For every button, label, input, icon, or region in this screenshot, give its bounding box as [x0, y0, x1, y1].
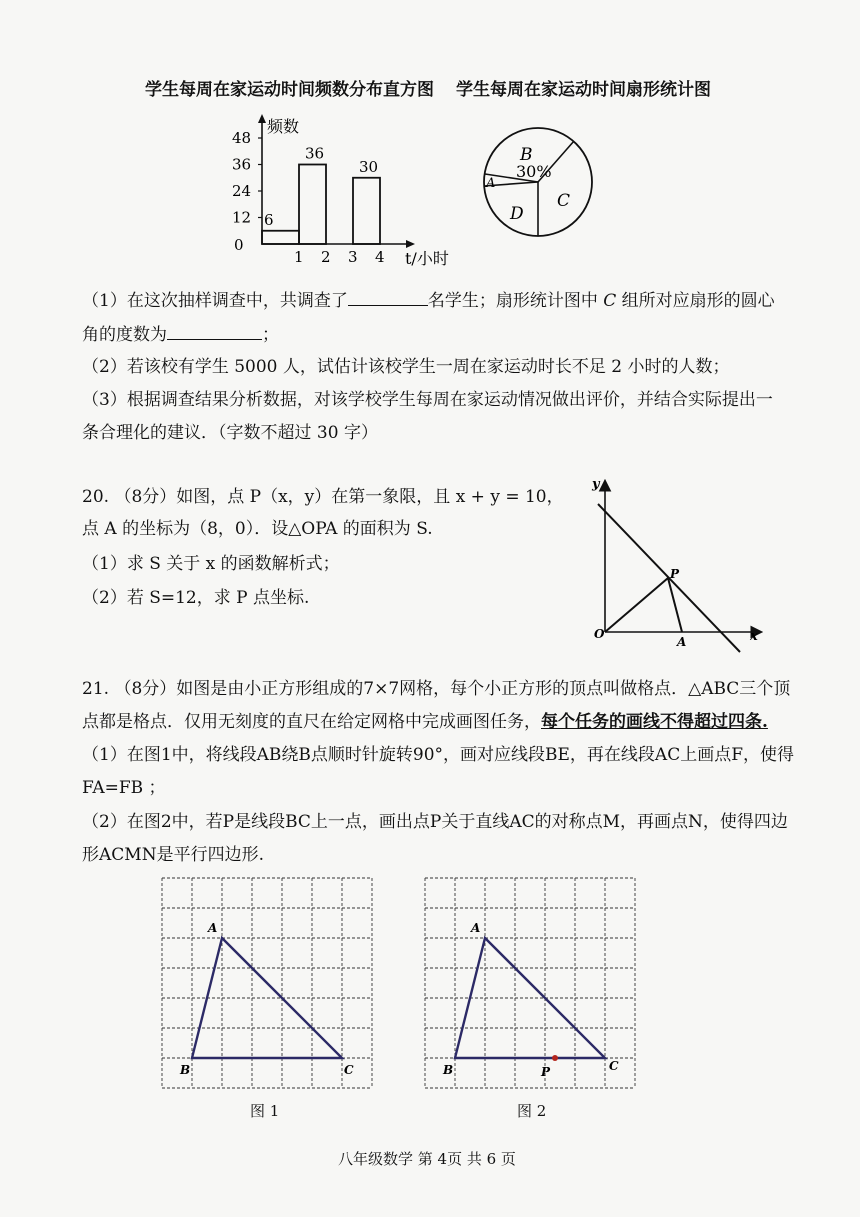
- hist-y-tick-label: 12: [232, 208, 252, 227]
- hist-x-tick-label: 1: [294, 248, 304, 266]
- q21-line2-text: 点都是格点．仅用无刻度的直尺在给定网格中完成画图任务，: [82, 712, 541, 732]
- pie-chart: [480, 120, 600, 250]
- fig2-label-a: A: [471, 921, 481, 935]
- q21-part1-line2: FA=FB ；: [82, 778, 166, 798]
- fig2-label-b: B: [443, 1063, 454, 1077]
- hist-x-axis-label: t/小时: [405, 249, 449, 268]
- q20-part2: （2）若 S=12，求 P 点坐标.: [82, 588, 310, 608]
- hist-x-arrow: [406, 240, 415, 248]
- grid-figure-2: [413, 870, 653, 1100]
- pie-slice-label: C: [557, 191, 571, 211]
- histogram-marks: [232, 114, 449, 268]
- q19-part1-text-b: 名学生；扇形统计图中: [427, 291, 598, 311]
- q21-line2: [82, 712, 768, 732]
- answer-blank-angle[interactable]: [167, 324, 262, 340]
- hist-y-tick-label: 24: [232, 182, 252, 200]
- q20-line1: 20. （8分）如图，点 P（x，y）在第一象限，且 x + y = 10，: [82, 487, 564, 507]
- hist-y-arrow: [258, 114, 266, 123]
- answer-blank-count[interactable]: [348, 290, 428, 306]
- segment-op: [605, 578, 668, 632]
- q21-part2-line1: （2）在图2中，若P是线段BC上一点，画出点P关于直线AC的对称点M，再画点N，使得四边: [82, 812, 788, 832]
- page-footer: 八年级数学 第 4页 共 6 页: [338, 1150, 516, 1168]
- segment-pa: [668, 578, 682, 632]
- histogram-title: 学生每周在家运动时间频数分布直方图: [145, 80, 434, 100]
- hist-bar-label: 6: [264, 210, 274, 229]
- hist-bar: [353, 178, 380, 244]
- grid-figure-1: [150, 870, 390, 1100]
- hist-y-tick-label: 0: [234, 236, 244, 254]
- q19-part1-text-f: ；: [262, 325, 279, 345]
- hist-y-axis-label: 频数: [267, 117, 300, 136]
- pie-slice-label: B: [520, 145, 533, 165]
- q21-line1: 21. （8分）如图是由小正方形组成的7×7网格，每个小正方形的顶点叫做格点．△ABC三个顶: [82, 679, 791, 699]
- hist-bar-label: 30: [359, 157, 379, 176]
- q19-part1-text-e: 角的度数为: [82, 325, 167, 345]
- fig1-label-a: A: [208, 921, 218, 935]
- pie-chart-title: 学生每周在家运动时间扇形统计图: [456, 80, 711, 100]
- fig1-label-c: C: [344, 1063, 354, 1077]
- q21-part1-line1: （1）在图1中，将线段AB绕B点顺时针旋转90°，画对应线段BE，再在线段AC上画点F，使得: [82, 745, 795, 765]
- q21-part2-line2: 形ACMN是平行四边形.: [82, 845, 264, 865]
- hist-x-tick-label: 3: [348, 248, 358, 266]
- q19-part1-line1: [82, 290, 775, 311]
- hist-y-tick-label: 48: [232, 129, 252, 147]
- pie-slice-label: A: [486, 176, 496, 191]
- pie-marks: [484, 128, 592, 236]
- q19-part1-line2: [82, 324, 279, 345]
- q21-constraint-underlined: 每个任务的画线不得超过四条.: [541, 712, 768, 732]
- q19-group-c: C: [603, 291, 617, 311]
- label-o: O: [594, 627, 605, 641]
- pie-slice-value: 30%: [516, 162, 552, 181]
- q20-line2: 点 A 的坐标为（8，0）．设△OPA 的面积为 S.: [82, 519, 433, 539]
- hist-bar: [262, 231, 299, 244]
- pie-slice-label: D: [510, 204, 524, 224]
- fig2-label-c: C: [609, 1059, 619, 1073]
- q19-part2: （2）若该校有学生 5000 人，试估计该校学生一周在家运动时长不足 2 小时的人数；: [82, 357, 730, 377]
- label-a: A: [677, 635, 687, 649]
- label-p: P: [670, 567, 680, 581]
- hist-bar: [299, 165, 326, 245]
- point-p: [552, 1055, 558, 1061]
- histogram-chart: [225, 110, 449, 270]
- figure2-caption: 图 2: [517, 1102, 547, 1120]
- hist-y-tick-label: 36: [232, 155, 252, 174]
- figure1-caption: 图 1: [250, 1102, 280, 1120]
- hist-bar-label: 36: [305, 144, 325, 163]
- q20-part1: （1）求 S 关于 x 的函数解析式；: [82, 554, 340, 574]
- fig1-label-b: B: [180, 1063, 191, 1077]
- fig2-label-p: P: [541, 1065, 551, 1079]
- q19-part1-text-a: （1）在这次抽样调查中，共调查了: [82, 291, 348, 311]
- q19-part3-line2: 条合理化的建议．（字数不超过 30 字）: [82, 423, 378, 443]
- label-y: y: [592, 477, 600, 492]
- q19-part1-text-d: 组所对应扇形的圆心: [621, 291, 775, 311]
- q20-coordinate-figure: [580, 474, 770, 664]
- hist-x-tick-label: 2: [321, 248, 331, 266]
- hist-x-tick-label: 4: [375, 248, 385, 266]
- q19-part3-line1: （3）根据调查结果分析数据，对该学校学生每周在家运动情况做出评价，并结合实际提出一: [82, 390, 773, 410]
- label-x: x: [750, 629, 758, 644]
